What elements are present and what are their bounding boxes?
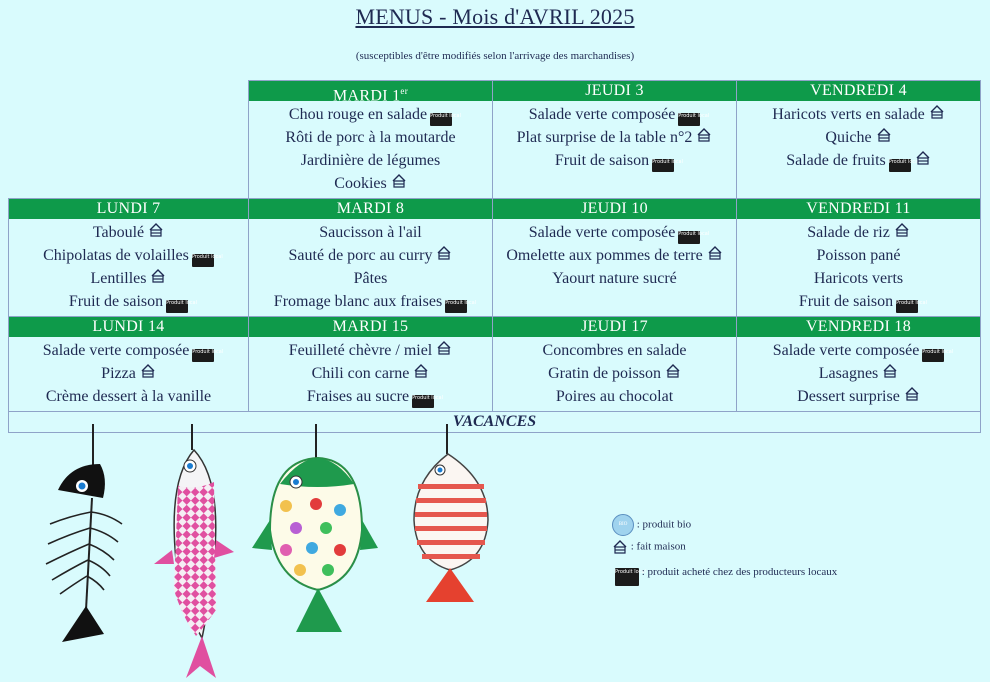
local-product-icon: Produit local xyxy=(889,159,911,172)
dish-item xyxy=(739,385,978,408)
checkered-fish-drawing xyxy=(154,424,234,678)
dish-list xyxy=(737,337,980,411)
dish-item xyxy=(251,267,490,290)
house-icon xyxy=(150,269,166,284)
dish-item xyxy=(251,362,490,385)
dish-item xyxy=(11,339,246,362)
house-icon xyxy=(140,364,156,379)
vacances-label: VACANCES xyxy=(9,412,981,433)
house-icon xyxy=(915,151,931,166)
house-icon xyxy=(436,246,452,261)
dish-item xyxy=(495,126,734,149)
day-cell xyxy=(9,199,249,317)
dish-item xyxy=(495,339,734,362)
legend-local-label: : produit acheté chez des producteurs locaux xyxy=(641,566,838,578)
dish-name: Chili con carne xyxy=(311,365,410,382)
house-icon xyxy=(929,105,945,120)
dish-name: Jardinière de légumes xyxy=(300,152,441,169)
dish-item xyxy=(739,103,978,126)
dish-item xyxy=(495,244,734,267)
dish-name: Taboulé xyxy=(92,224,145,241)
dish-item xyxy=(739,362,978,385)
dish-name: Lentilles xyxy=(90,270,147,287)
dish-item xyxy=(251,103,490,126)
house-icon xyxy=(148,223,164,238)
menu-table-body xyxy=(9,81,981,433)
dish-name: Lasagnes xyxy=(818,365,879,382)
day-name: JEUDI 10 xyxy=(581,200,648,217)
dish-name: Pâtes xyxy=(353,270,388,287)
menu-table xyxy=(8,80,981,433)
day-name: JEUDI 17 xyxy=(581,318,648,335)
dish-name: Salade de fruits xyxy=(786,152,886,169)
dish-name: Chipolatas de volailles xyxy=(43,247,189,264)
dish-item xyxy=(11,221,246,244)
dish-item xyxy=(251,385,490,408)
day-name: MARDI 1 xyxy=(332,87,401,105)
day-name: MARDI 8 xyxy=(336,200,405,217)
dish-name: Concombres en salade xyxy=(542,342,687,359)
dish-item xyxy=(11,362,246,385)
local-product-icon: Produit local xyxy=(678,113,700,126)
day-name: VENDREDI 11 xyxy=(806,200,911,217)
dish-name: Haricots verts en salade xyxy=(772,106,925,123)
day-header xyxy=(249,81,492,105)
legend-local xyxy=(612,566,837,586)
house-icon xyxy=(904,387,920,402)
house-icon xyxy=(882,364,898,379)
house-icon xyxy=(707,246,723,261)
dish-name: Salade verte composée xyxy=(528,224,676,241)
local-product-icon: Produit local xyxy=(192,349,214,362)
dish-name: Quiche xyxy=(825,129,872,146)
day-cell xyxy=(493,317,737,412)
legend-house-label: : fait maison xyxy=(630,540,686,553)
dish-name: Omelette aux pommes de terre xyxy=(506,247,703,264)
dish-item xyxy=(11,385,246,408)
day-header xyxy=(249,317,492,337)
dish-item xyxy=(495,267,734,290)
local-product-icon: Produit local xyxy=(430,113,452,126)
dish-list xyxy=(493,219,736,293)
day-name: VENDREDI 18 xyxy=(805,318,912,335)
dish-item xyxy=(251,221,490,244)
day-cell xyxy=(249,81,493,199)
house-icon xyxy=(894,223,910,238)
dish-list xyxy=(249,219,492,316)
day-cell xyxy=(737,317,981,412)
dish-name: Pizza xyxy=(101,365,136,382)
local-product-icon: Produit local xyxy=(652,159,674,172)
dish-name: Rôti de porc à la moutarde xyxy=(285,129,456,146)
day-header xyxy=(737,317,980,337)
dish-item xyxy=(739,339,978,362)
dish-list xyxy=(249,337,492,411)
day-name: VENDREDI 4 xyxy=(810,82,907,99)
dish-list xyxy=(737,101,980,175)
day-header xyxy=(493,199,736,219)
dish-name: Saucisson à l'ail xyxy=(319,224,422,241)
day-header xyxy=(9,199,248,219)
dish-item xyxy=(495,385,734,408)
day-cell xyxy=(737,199,981,317)
dish-name: Poisson pané xyxy=(816,247,901,264)
dish-name: Feuilleté chèvre / miel xyxy=(288,342,433,359)
house-icon xyxy=(436,341,452,356)
day-cell xyxy=(493,199,737,317)
house-icon xyxy=(413,364,429,379)
day-header xyxy=(737,199,980,219)
dish-list xyxy=(737,219,980,316)
day-cell xyxy=(249,317,493,412)
dish-item xyxy=(495,221,734,244)
dish-item xyxy=(739,244,978,267)
dish-item xyxy=(251,172,490,195)
dish-name: Crème dessert à la vanille xyxy=(45,388,212,405)
fish-illustrations xyxy=(0,420,520,682)
dish-list xyxy=(493,101,736,175)
week-row xyxy=(9,81,981,199)
day-name: LUNDI 7 xyxy=(96,200,161,217)
house-icon xyxy=(612,540,628,554)
dish-name: Salade verte composée xyxy=(42,342,190,359)
house-icon xyxy=(696,128,712,143)
day-cell xyxy=(737,81,981,199)
dish-name: Dessert surprise xyxy=(797,388,900,405)
local-product-icon: Produit local xyxy=(445,300,467,313)
dish-list xyxy=(249,101,492,198)
dish-name: Gratin de poisson xyxy=(548,365,661,382)
dish-item xyxy=(251,290,490,313)
dish-name: Fruit de saison xyxy=(554,152,650,169)
day-cell xyxy=(9,317,249,412)
bio-icon: BIO xyxy=(612,514,634,536)
local-product-icon: Produit local xyxy=(922,349,944,362)
dish-item xyxy=(495,149,734,172)
dish-item xyxy=(11,290,246,313)
empty-cell xyxy=(9,81,249,199)
week-row xyxy=(9,199,981,317)
day-header xyxy=(249,199,492,219)
day-cell xyxy=(493,81,737,199)
day-name: JEUDI 3 xyxy=(585,82,644,99)
dish-item xyxy=(251,149,490,172)
day-name: LUNDI 14 xyxy=(92,318,165,335)
dish-name: Fromage blanc aux fraises xyxy=(273,293,443,310)
dish-item xyxy=(251,244,490,267)
dish-item xyxy=(739,149,978,172)
dish-name: Poires au chocolat xyxy=(555,388,674,405)
dish-name: Fraises au sucre xyxy=(306,388,410,405)
dish-item xyxy=(251,126,490,149)
day-name: MARDI 15 xyxy=(332,318,409,335)
dish-item xyxy=(739,290,978,313)
dish-item xyxy=(495,103,734,126)
dish-item xyxy=(739,267,978,290)
dish-name: Yaourt nature sucré xyxy=(552,270,677,287)
dish-list xyxy=(9,337,248,411)
day-header xyxy=(493,81,736,101)
polka-dot-fish-drawing xyxy=(252,424,378,632)
skeleton-fish-drawing xyxy=(46,424,122,642)
dish-item xyxy=(739,126,978,149)
page-subtitle: (susceptibles d'être modifiés selon l'arrivage des marchandises) xyxy=(355,50,635,62)
local-product-icon: Produit local xyxy=(896,300,918,313)
legend-house xyxy=(612,540,686,554)
dish-name: Salade verte composée xyxy=(772,342,920,359)
dish-name: Sauté de porc au curry xyxy=(288,247,433,264)
dish-name: Salade de riz xyxy=(807,224,890,241)
dish-name: Fruit de saison xyxy=(68,293,164,310)
dish-item xyxy=(251,339,490,362)
dish-name: Chou rouge en salade xyxy=(288,106,428,123)
dish-list xyxy=(493,337,736,411)
dish-list xyxy=(9,219,248,316)
page-title: MENUS - Mois d'AVRIL 2025 xyxy=(355,4,635,29)
house-icon xyxy=(391,174,407,189)
dish-name: Cookies xyxy=(334,175,387,192)
day-ordinal: er xyxy=(400,86,409,96)
dish-item xyxy=(495,362,734,385)
legend-bio xyxy=(612,514,691,536)
house-icon xyxy=(665,364,681,379)
week-row xyxy=(9,317,981,412)
dish-name: Plat surprise de la table n°2 xyxy=(516,129,693,146)
dish-name: Salade verte composée xyxy=(528,106,676,123)
local-product-icon: Produit local xyxy=(678,231,700,244)
day-cell xyxy=(249,199,493,317)
dish-name: Fruit de saison xyxy=(798,293,894,310)
striped-fish-drawing xyxy=(414,424,488,602)
day-header xyxy=(493,317,736,337)
local-product-icon: Produit local xyxy=(166,300,188,313)
local-product-icon: Produit local xyxy=(412,395,434,408)
local-product-icon: Produit local xyxy=(192,254,214,267)
dish-item xyxy=(739,221,978,244)
dish-item xyxy=(11,244,246,267)
dish-item xyxy=(11,267,246,290)
local-product-icon: Produit local xyxy=(615,568,639,586)
day-header xyxy=(9,317,248,337)
dish-name: Haricots verts xyxy=(813,270,904,287)
house-icon xyxy=(876,128,892,143)
day-header xyxy=(737,81,980,101)
legend-bio-label: : produit bio xyxy=(636,518,692,531)
